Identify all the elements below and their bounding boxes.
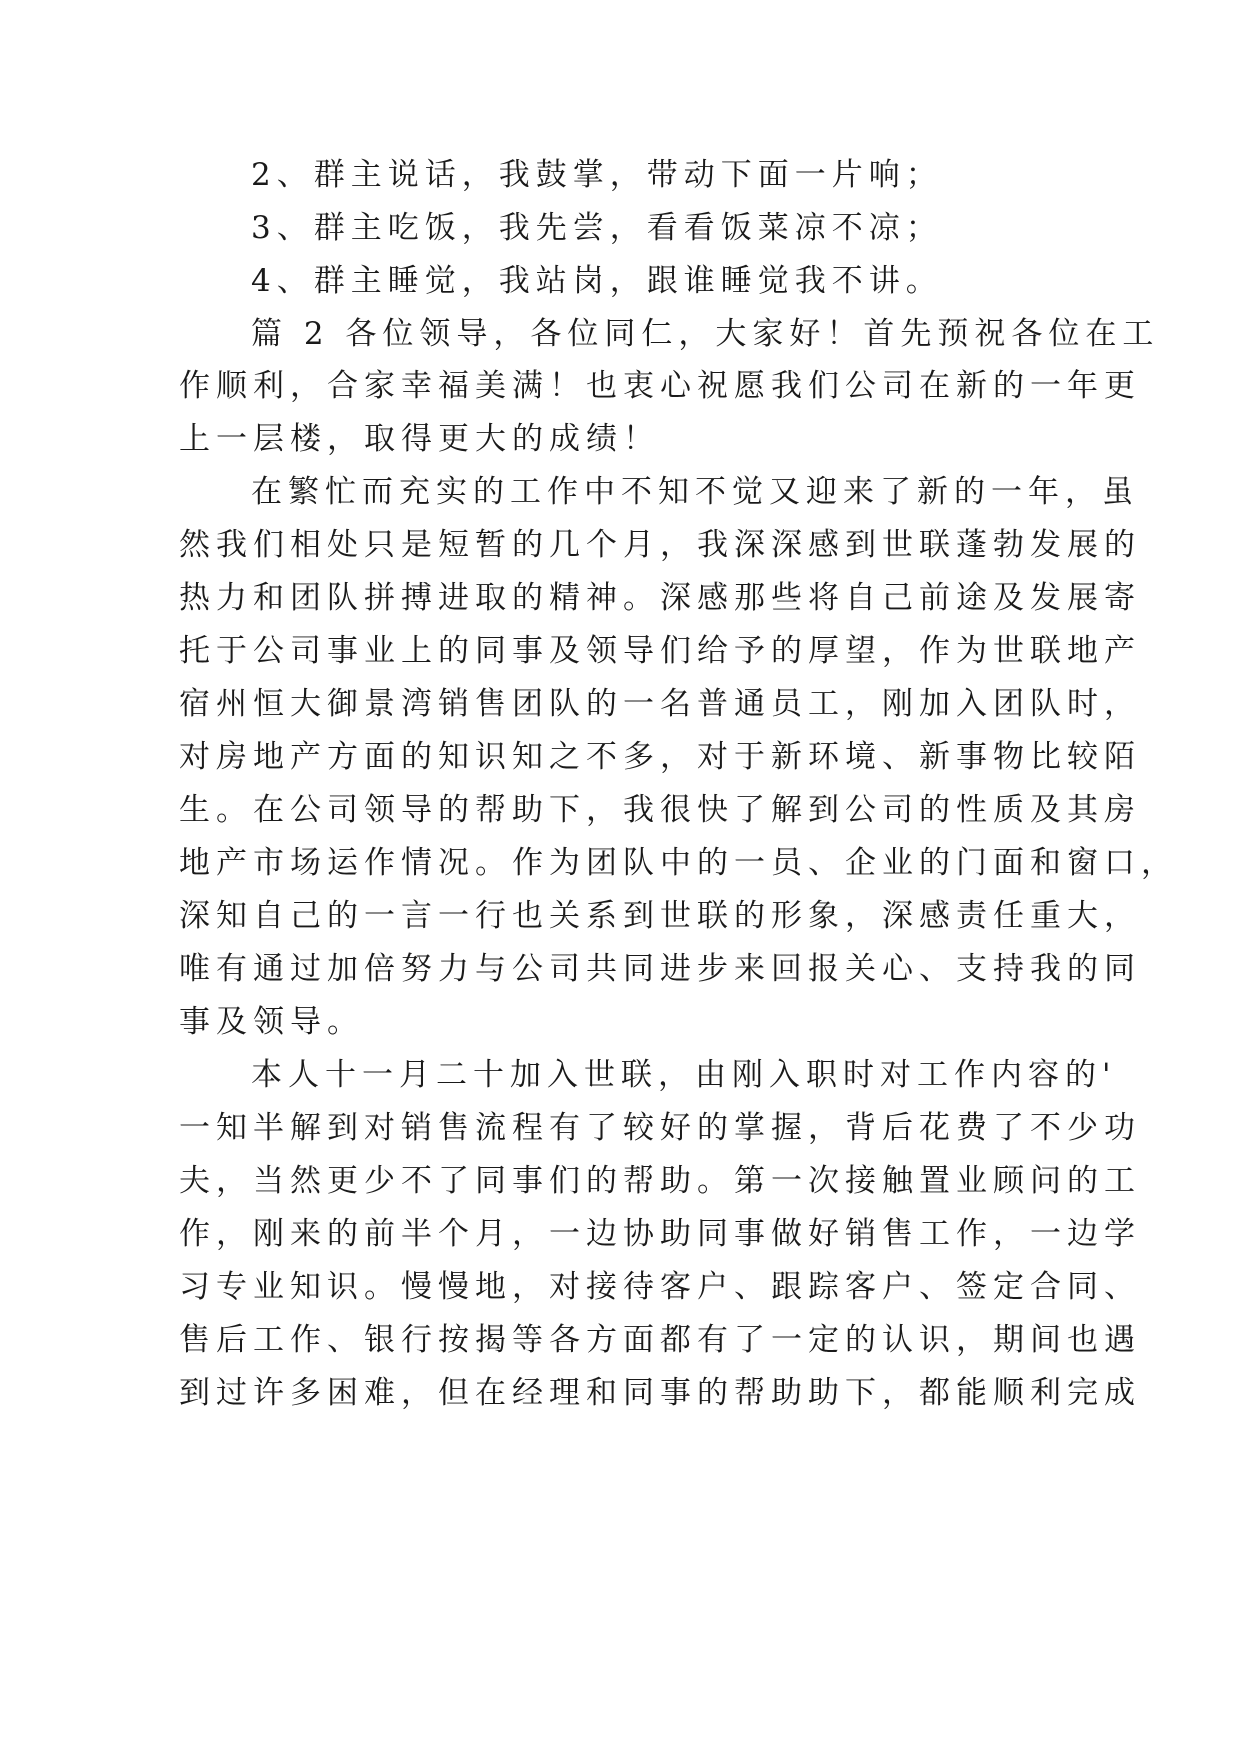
text-line: 一知半解到对销售流程有了较好的掌握，背后花费了不少功	[179, 1110, 1141, 1146]
text-line: 热力和团队拼搏进取的精神。深感那些将自己前途及发展寄	[179, 580, 1141, 616]
text-line: 地产市场运作情况。作为团队中的一员、企业的门面和窗口，	[179, 845, 1178, 881]
text-line: 3、群主吃饭，我先尝，看看饭菜凉不凉；	[251, 210, 943, 246]
text-line: 宿州恒大御景湾销售团队的一名普通员工，刚加入团队时，	[179, 686, 1141, 722]
text-line: 篇 2 各位领导，各位同仁，大家好！首先预祝各位在工	[251, 316, 1160, 352]
text-line: 深知自己的一言一行也关系到世联的形象，深感责任重大，	[179, 898, 1141, 934]
text-line: 事及领导。	[179, 1004, 364, 1040]
text-line: 习专业知识。慢慢地，对接待客户、跟踪客户、签定合同、	[179, 1269, 1141, 1305]
text-line: 生。在公司领导的帮助下，我很快了解到公司的性质及其房	[179, 792, 1141, 828]
text-line: 上一层楼，取得更大的成绩！	[179, 421, 660, 457]
text-line: 本人十一月二十加入世联，由刚入职时对工作内容的'	[251, 1057, 1117, 1093]
text-line: 售后工作、银行按揭等各方面都有了一定的认识，期间也遇	[179, 1322, 1141, 1358]
text-line: 作顺利，合家幸福美满！也衷心祝愿我们公司在新的一年更	[179, 368, 1141, 404]
text-line: 在繁忙而充实的工作中不知不觉又迎来了新的一年，虽	[251, 474, 1139, 510]
text-line: 2、群主说话，我鼓掌，带动下面一片响；	[251, 157, 943, 193]
text-line: 到过许多困难，但在经理和同事的帮助助下，都能顺利完成	[179, 1375, 1141, 1411]
text-line: 夫，当然更少不了同事们的帮助。第一次接触置业顾问的工	[179, 1163, 1141, 1199]
text-line: 作，刚来的前半个月，一边协助同事做好销售工作，一边学	[179, 1216, 1141, 1252]
text-line: 对房地产方面的知识知之不多，对于新环境、新事物比较陌	[179, 739, 1141, 775]
text-line: 4、群主睡觉，我站岗，跟谁睡觉我不讲。	[251, 263, 943, 299]
text-line: 然我们相处只是短暂的几个月，我深深感到世联蓬勃发展的	[179, 527, 1141, 563]
text-line: 托于公司事业上的同事及领导们给予的厚望，作为世联地产	[179, 633, 1141, 669]
text-line: 唯有通过加倍努力与公司共同进步来回报关心、支持我的同	[179, 951, 1141, 987]
